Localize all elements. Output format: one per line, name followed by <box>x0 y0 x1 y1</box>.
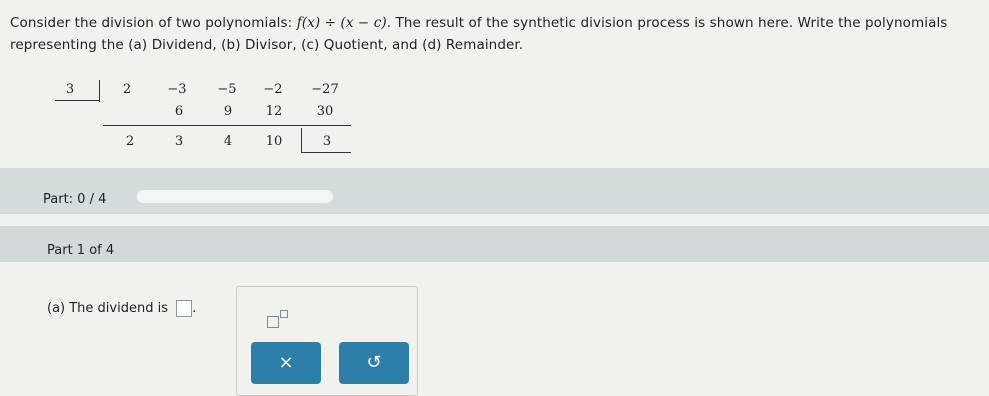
part-header: Part 1 of 4 <box>47 243 115 258</box>
row3-2: 4 <box>223 134 233 149</box>
divisor-bar <box>99 80 100 102</box>
sum-line <box>103 125 351 126</box>
undo-button[interactable]: ↺ <box>339 342 409 384</box>
row2-2: 12 <box>265 104 283 119</box>
remainder-box-bottom <box>301 152 351 153</box>
row3-1: 3 <box>174 134 184 149</box>
row1-2: −5 <box>217 82 237 97</box>
row3-3: 10 <box>265 134 283 149</box>
progress-track <box>137 190 333 203</box>
row1-0: 2 <box>122 82 132 97</box>
part-progress-label: Part: 0 / 4 <box>43 192 107 207</box>
syn-divisor: 3 <box>65 82 75 97</box>
question-a: (a) The dividend is . <box>47 301 197 316</box>
row1-4: −27 <box>311 82 339 97</box>
row1-3: −2 <box>263 82 283 97</box>
problem-statement <box>10 12 980 56</box>
row2-1: 9 <box>223 104 233 119</box>
row1-1: −3 <box>167 82 187 97</box>
part-header-bar <box>0 226 989 262</box>
remainder-box-left <box>301 128 302 152</box>
clear-button[interactable]: × <box>251 342 321 384</box>
problem-line-2: representing the (a) Dividend, (b) Divisor, (c) Quotient, and (d) Remainder. <box>10 37 524 53</box>
syn-remainder: 3 <box>322 134 332 149</box>
part-progress-bar <box>0 168 989 214</box>
synthetic-division <box>55 78 355 158</box>
problem-line-1: Consider the division of two polynomials: f(x) ÷ (x − c). The result of the synthetic division process is shown here. Write the polynomials <box>10 15 948 31</box>
dividend-answer-box[interactable] <box>176 300 192 317</box>
divisor-underline <box>55 100 99 101</box>
row3-0: 2 <box>125 134 135 149</box>
exponent-sup-box <box>280 310 288 318</box>
exponent-icon[interactable] <box>267 309 291 329</box>
row2-3: 30 <box>316 104 334 119</box>
question-text: (a) The dividend is <box>47 301 168 316</box>
math-toolbox <box>236 286 418 396</box>
exponent-base-box <box>267 316 279 328</box>
row2-0: 6 <box>174 104 184 119</box>
problem-math: f(x) ÷ (x − c) <box>296 15 387 31</box>
